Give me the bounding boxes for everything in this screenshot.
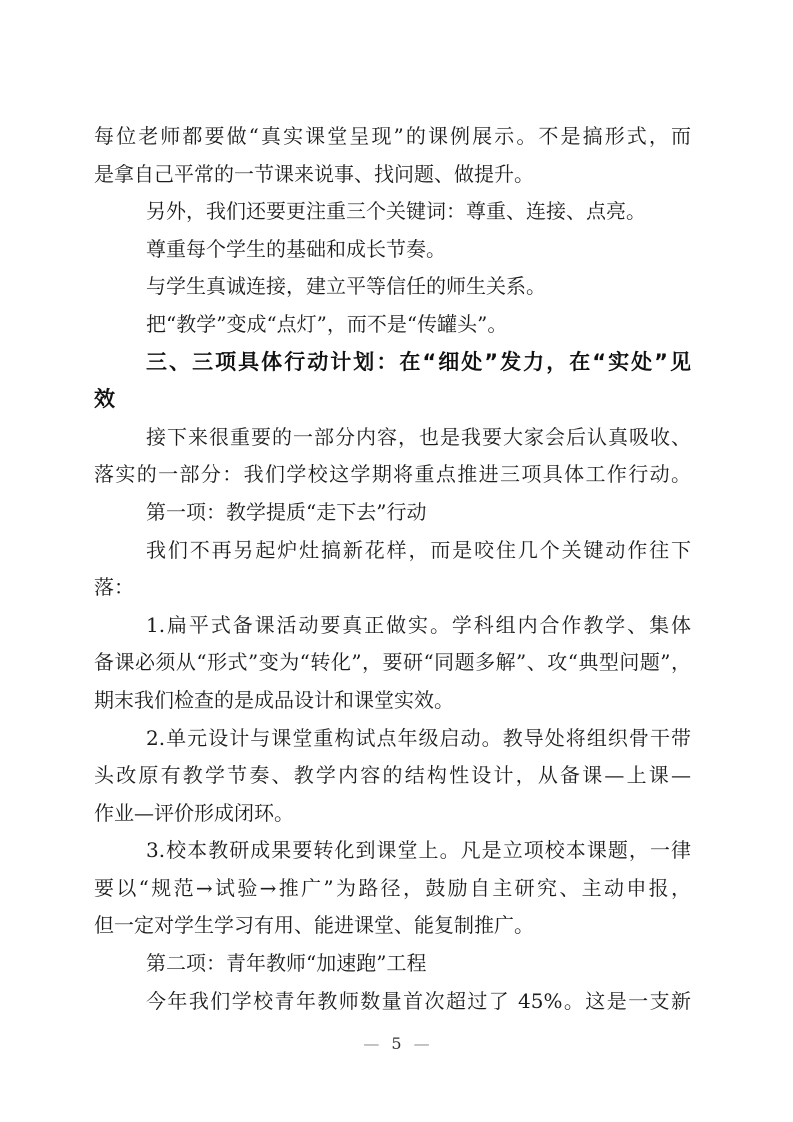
section-heading-line-1: 三、三项具体行动计划：在“细处”发力，在“实处”见 [146, 349, 691, 374]
doc-line: 头改原有教学节奏、教学内容的结构性设计，从备课—上课— [94, 763, 691, 788]
doc-line: 备课必须从“形式”变为“转化”，要研“同题多解”、攻“典型问题”， [94, 650, 691, 675]
doc-line: 落实的一部分：我们学校这学期将重点推进三项具体工作行动。 [94, 462, 691, 487]
doc-line: 1.扁平式备课活动要真正做实。学科组内合作教学、集体 [146, 612, 691, 637]
doc-line: 落： [94, 575, 134, 600]
doc-line: 把“教学”变成“点灯”，而不是“传罐头”。 [146, 311, 508, 336]
doc-line: 要以“规范→试验→推广”为路径，鼓励自主研究、主动申报， [94, 875, 691, 900]
section-heading-line-2: 效 [94, 387, 115, 412]
doc-line: 与学生真诚连接，建立平等信任的师生关系。 [146, 274, 546, 299]
doc-line: 我们不再另起炉灶搞新花样，而是咬住几个关键动作往下 [146, 537, 691, 562]
doc-line: 第二项：青年教师“加速跑”工程 [146, 951, 427, 976]
doc-line: 每位老师都要做“真实课堂呈现”的课例展示。不是搞形式，而 [94, 124, 691, 148]
doc-line: 3.校本教研成果要转化到课堂上。凡是立项校本课题，一律 [146, 838, 691, 863]
doc-line: 作业—评价形成闭环。 [94, 800, 294, 825]
page-footer [0, 1033, 793, 1055]
doc-line: 今年我们学校青年教师数量首次超过了 45%。这是一支新 [146, 988, 691, 1013]
doc-line: 2.单元设计与课堂重构试点年级启动。教导处将组织骨干带 [146, 725, 691, 750]
footer-dash-left: — [363, 1034, 380, 1053]
doc-line: 另外，我们还要更注重三个关键词：尊重、连接、点亮。 [146, 199, 646, 224]
doc-line: 但一定对学生学习有用、能进课堂、能复制推广。 [94, 913, 534, 938]
page-body [94, 118, 691, 1020]
doc-line: 是拿自己平常的一节课来说事、找问题、做提升。 [94, 161, 534, 186]
footer-dash-right: — [413, 1034, 430, 1053]
doc-line: 期末我们检查的是成品设计和课堂实效。 [94, 687, 454, 712]
page-number: 5 [391, 1034, 402, 1053]
doc-line: 第一项：教学提质“走下去”行动 [146, 499, 427, 524]
doc-line: 接下来很重要的一部分内容，也是我要大家会后认真吸收、 [146, 424, 691, 449]
doc-line: 尊重每个学生的基础和成长节奏。 [146, 236, 446, 261]
